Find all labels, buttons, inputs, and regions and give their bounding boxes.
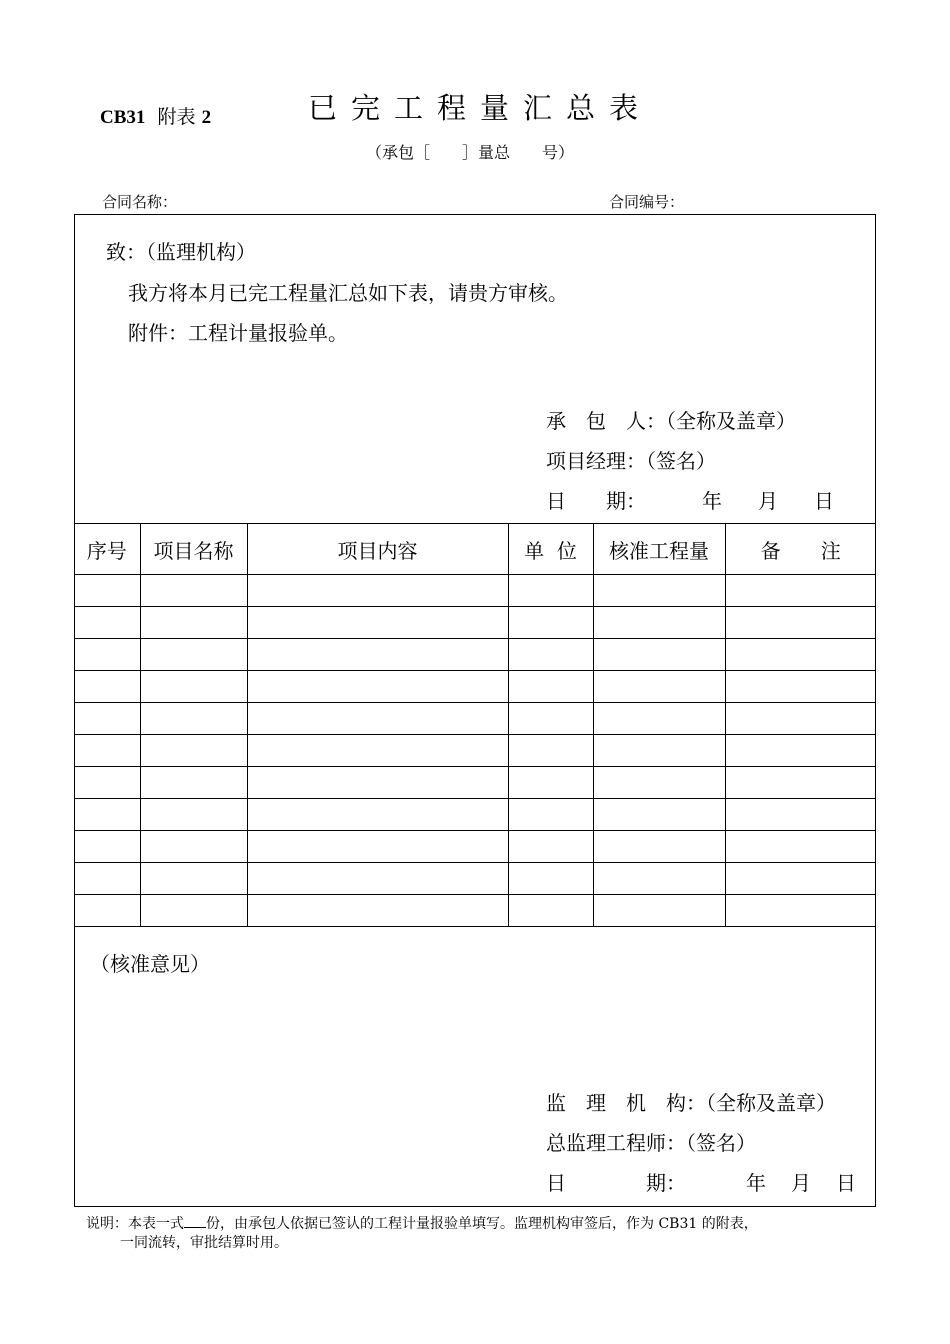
table-cell: [74, 703, 140, 735]
table-cell: [247, 575, 508, 607]
approval-opinion-label: （核准意见）: [90, 952, 210, 976]
table-cell: [725, 863, 876, 895]
table-row: [74, 639, 876, 671]
table-row: [74, 895, 876, 927]
table-cell: [593, 799, 725, 831]
form-subtitle: （承包［ ］量总 号）: [366, 143, 575, 162]
table-cell: [140, 799, 247, 831]
table-row: [74, 799, 876, 831]
table-cell: [74, 639, 140, 671]
table-cell: [725, 799, 876, 831]
table-cell: [247, 607, 508, 639]
chief-engineer-label: 总监理工程师：（签名）: [546, 1131, 756, 1155]
form-frame: [74, 214, 876, 1207]
submission-year: 年: [702, 489, 722, 513]
table-cell: [247, 639, 508, 671]
table-cell: [725, 767, 876, 799]
table-cell: [725, 575, 876, 607]
approval-year: 年: [746, 1171, 766, 1195]
table-cell: [593, 703, 725, 735]
table-cell: [508, 735, 593, 767]
table-cell: [140, 895, 247, 927]
footer-note: 说明：本表一式 份，由承包人依据已签认的工程计量报验单填写。监理机构审签后，作为 CB31 的附表， 一同流转，审批结算时用。: [86, 1213, 886, 1253]
table-cell: [508, 639, 593, 671]
table-cell: [247, 799, 508, 831]
table-row: [74, 671, 876, 703]
table-cell: [725, 703, 876, 735]
table-row: [74, 575, 876, 607]
table-row: [74, 607, 876, 639]
table-cell: [247, 895, 508, 927]
submission-day: 日: [814, 489, 834, 513]
table-cell: [593, 895, 725, 927]
attachment-line: 附件：工程计量报验单。: [128, 321, 348, 345]
table-cell: [725, 607, 876, 639]
col-header-unit: 单 位: [508, 524, 593, 575]
addressee: 致：（监理机构）: [106, 240, 256, 264]
table-cell: [593, 767, 725, 799]
table-cell: [140, 671, 247, 703]
table-cell: [725, 831, 876, 863]
table-cell: [74, 575, 140, 607]
table-cell: [74, 607, 140, 639]
approval-month: 月: [791, 1171, 811, 1195]
table-cell: [593, 639, 725, 671]
submission-month: 月: [758, 489, 778, 513]
col-header-item-content: 项目内容: [247, 524, 508, 575]
table-cell: [74, 863, 140, 895]
table-cell: [725, 895, 876, 927]
col-header-item-name: 项目名称: [140, 524, 247, 575]
table-row: [74, 831, 876, 863]
table-cell: [508, 767, 593, 799]
contractor-signature-label: 承 包 人：（全称及盖章）: [546, 409, 796, 433]
approval-day: 日: [836, 1171, 856, 1195]
table-cell: [725, 639, 876, 671]
table-cell: [140, 575, 247, 607]
table-cell: [140, 863, 247, 895]
table-cell: [74, 831, 140, 863]
table-cell: [140, 607, 247, 639]
submission-statement: 我方将本月已完工程量汇总如下表，请贵方审核。: [128, 281, 568, 305]
table-cell: [247, 735, 508, 767]
copies-blank: [184, 1213, 206, 1228]
table-cell: [247, 671, 508, 703]
table-cell: [508, 831, 593, 863]
table-cell: [508, 575, 593, 607]
table-row: [74, 863, 876, 895]
table-cell: [725, 671, 876, 703]
table-cell: [725, 735, 876, 767]
table-header-row: [74, 524, 876, 575]
table-cell: [74, 799, 140, 831]
table-cell: [74, 735, 140, 767]
col-header-index: 序号: [74, 524, 140, 575]
page-title: 已完工程量汇总表: [308, 91, 653, 125]
contract-name-label: 合同名称：: [102, 193, 178, 211]
table-cell: [140, 831, 247, 863]
table-cell: [140, 767, 247, 799]
project-manager-label: 项目经理：（签名）: [546, 449, 716, 473]
table-cell: [247, 767, 508, 799]
col-header-approved-quantity: 核准工程量: [593, 524, 725, 575]
table-cell: [508, 671, 593, 703]
table-cell: [74, 671, 140, 703]
table-cell: [140, 639, 247, 671]
supervisor-signature-label: 监 理 机 构：（全称及盖章）: [546, 1091, 836, 1115]
table-cell: [74, 767, 140, 799]
submission-date-label: 日 期：: [546, 489, 646, 513]
table-row: [74, 703, 876, 735]
table-cell: [593, 735, 725, 767]
table-cell: [593, 575, 725, 607]
table-cell: [140, 703, 247, 735]
table-cell: [247, 703, 508, 735]
table-cell: [593, 607, 725, 639]
contract-number-label: 合同编号：: [609, 193, 685, 211]
table-row: [74, 767, 876, 799]
table-cell: [593, 831, 725, 863]
table-cell: [508, 703, 593, 735]
table-cell: [508, 607, 593, 639]
table-row: [74, 735, 876, 767]
table-cell: [247, 831, 508, 863]
table-cell: [508, 863, 593, 895]
table-cell: [508, 895, 593, 927]
table-cell: [508, 799, 593, 831]
approval-date-label: 日 期：: [546, 1171, 686, 1195]
table-cell: [140, 735, 247, 767]
table-cell: [593, 863, 725, 895]
table-cell: [247, 863, 508, 895]
table-cell: [74, 895, 140, 927]
form-code: CB31 附表 2: [100, 106, 212, 128]
col-header-remarks: 备 注: [725, 524, 876, 575]
quantity-summary-table: [74, 523, 876, 927]
table-cell: [593, 671, 725, 703]
